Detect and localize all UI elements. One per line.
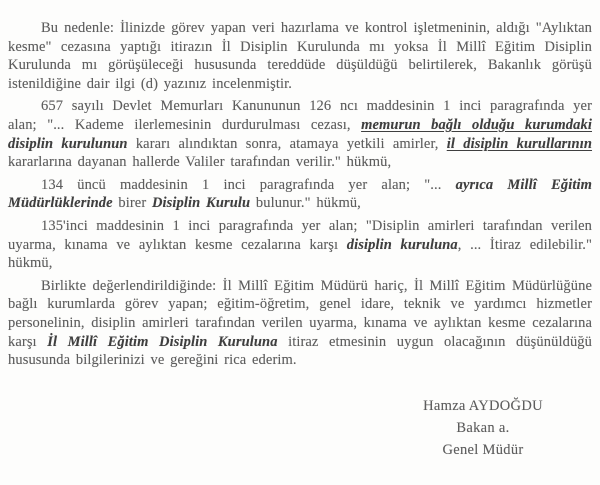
signature-block — [383, 395, 583, 461]
paragraph-madde-126-segment: kararı alındıktan sonra, atamaya yetkili amirler, — [127, 135, 447, 152]
paragraph-madde-135-segment: 135'inci maddesinin 1 inci paragrafında yer alan; "Disiplin amirleri tarafından verilen uyarma, kınama ve aylıktan kesme cezalarına karşı — [8, 217, 592, 253]
paragraph-madde-135-segment: , ... İtiraz edilebilir." hükmü, — [8, 236, 592, 272]
letter-body — [8, 19, 592, 370]
paragraph-madde-126-segment: memurun bağlı olduğu kurumdaki — [361, 116, 592, 133]
paragraph-conclusion — [8, 277, 592, 370]
paragraph-intro — [8, 19, 592, 93]
paragraph-madde-134 — [8, 176, 592, 213]
paragraph-madde-135 — [8, 217, 592, 273]
paragraph-madde-134-segment: birer — [112, 195, 152, 212]
paragraph-madde-134-segment: ayrıca Millî Eğitim Müdürlüklerinde — [8, 176, 592, 212]
paragraph-madde-126 — [8, 97, 592, 171]
signatory-title: Genel Müdür — [442, 442, 524, 458]
paragraph-madde-126-segment: kararlarına dayanan hallerde Valiler tarafından verilir." hükmü, — [8, 154, 392, 171]
signatory-capacity: Bakan a. — [456, 420, 510, 436]
paragraph-conclusion-segment: İl Millî Eğitim Disiplin Kuruluna — [47, 333, 278, 350]
paragraph-madde-134-segment: bulunur." hükmü, — [250, 195, 361, 212]
paragraph-madde-126-segment: 657 sayılı Devlet Memurları Kanununun 126 ncı maddesinin 1 inci paragrafında yer alan; "... Kademe ilerlemesinin durdurulması cezası, — [8, 98, 592, 133]
paragraph-madde-126-segment: il disiplin kurullarının — [446, 135, 593, 152]
paragraph-madde-126-segment: disiplin kurulunun — [8, 135, 128, 152]
paragraph-madde-134-segment: Disiplin Kurulu — [151, 195, 251, 212]
paragraph-intro-segment: Bu nedenle: İlinizde görev yapan veri hazırlama ve kontrol işletmeninin, aldığı "Aylıktan kesme" cezasına yaptığı itirazın İl Disiplin Kurulunda mı yoksa İl Millî Eğitim Disiplin Kurulunda mı görüşüleceği hususunda tereddüde düşüldüğü belirtilerek, Bakanlık görüşü istenildiğine dair ilgi (d) yazınız incelenmiştir. — [8, 20, 592, 92]
signatory-name: Hamza AYDOĞDU — [423, 398, 543, 414]
paragraph-conclusion-segment: itiraz etmesinin uygun olacağının düşünüldüğü hususunda bilgilerinizi ve gereğini rica ederim. — [8, 333, 592, 369]
paragraph-madde-135-segment: disiplin kuruluna — [346, 236, 458, 253]
paragraph-conclusion-segment: Birlikte değerlendirildiğinde: İl Millî Eğitim Müdürü hariç, İl Millî Eğitim Müdürlüğüne bağlı kurumlarda görev yapan; eğitim-öğretim, genel idare, teknik ve yardımcı hizmetler personelinin, disiplin amirleri tarafından verilen uyarma, kınama ve aylıktan kesme cezalarına karşı — [8, 277, 592, 350]
paragraph-madde-134-segment: 134 üncü maddesinin 1 inci paragrafında yer alan; "... — [41, 176, 456, 193]
